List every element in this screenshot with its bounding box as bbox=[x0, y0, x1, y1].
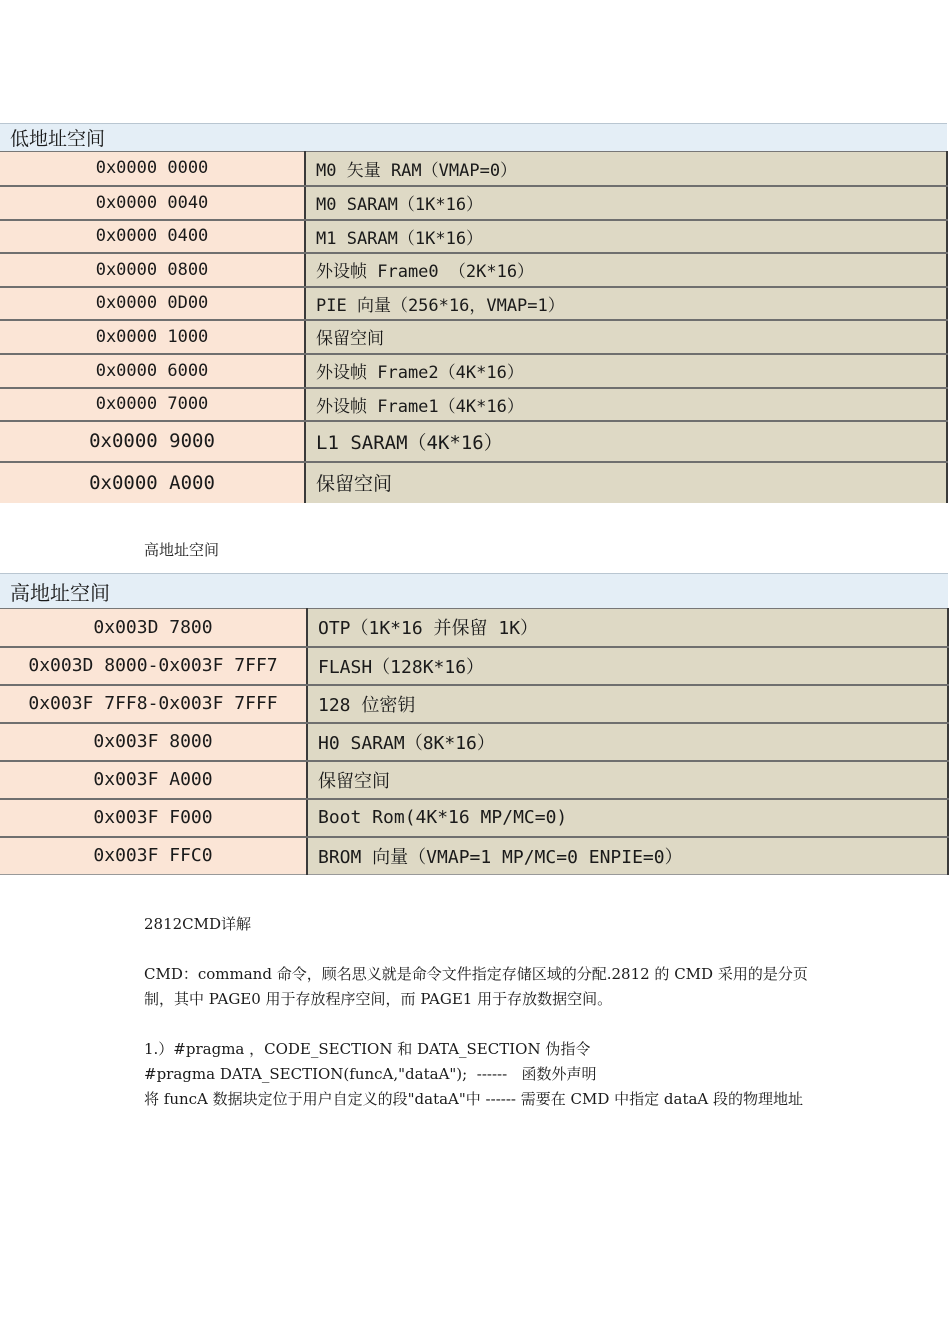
description-cell: 保留空间 bbox=[305, 462, 947, 503]
item1-heading: 1.）#pragma ，CODE_SECTION 和 DATA_SECTION 伪指令 bbox=[144, 1040, 591, 1058]
address-cell: 0x003F F000 bbox=[0, 799, 307, 837]
description-cell: M0 矢量 RAM（VMAP=0） bbox=[305, 152, 947, 186]
description-cell: FLASH（128K*16） bbox=[307, 647, 948, 685]
table-row bbox=[0, 761, 948, 799]
table-row bbox=[0, 799, 948, 837]
table-row bbox=[0, 685, 948, 723]
table-row bbox=[0, 609, 948, 647]
address-cell: 0x003D 7800 bbox=[0, 609, 307, 647]
address-cell: 0x0000 6000 bbox=[0, 354, 305, 388]
intro-paragraph: CMD：command 命令，顾名思义就是命令文件指定存储区域的分配.2812 的 CMD 采用的是分页制，其中 PAGE0 用于存放程序空间，而 PAGE1 用于存放数据空间。 bbox=[144, 965, 808, 1008]
table-row bbox=[0, 837, 948, 875]
address-cell: 0x0000 0400 bbox=[0, 220, 305, 253]
description-cell: 外设帧 Frame0 （2K*16） bbox=[305, 253, 947, 287]
description-cell: 外设帧 Frame2（4K*16） bbox=[305, 354, 947, 388]
description-cell: BROM 向量（VMAP=1 MP/MC=0 ENPIE=0） bbox=[307, 837, 948, 875]
section-title: 2812CMD详解 bbox=[144, 915, 252, 933]
description-cell: 外设帧 Frame1（4K*16） bbox=[305, 388, 947, 421]
address-cell: 0x0000 A000 bbox=[0, 462, 305, 503]
table-row bbox=[0, 462, 947, 503]
description-cell: 128 位密钥 bbox=[307, 685, 948, 723]
address-cell: 0x003F A000 bbox=[0, 761, 307, 799]
address-cell: 0x003F 8000 bbox=[0, 723, 307, 761]
description-cell: 保留空间 bbox=[305, 320, 947, 354]
high-address-label: 高地址空间 bbox=[144, 541, 220, 559]
description-cell: H0 SARAM（8K*16） bbox=[307, 723, 948, 761]
table-row bbox=[0, 186, 947, 220]
item1-code-line: #pragma DATA_SECTION(funcA,"dataA"); ------ 函数外声明 bbox=[144, 1065, 597, 1083]
description-cell: 保留空间 bbox=[307, 761, 948, 799]
table-row bbox=[0, 421, 947, 462]
address-cell: 0x0000 0040 bbox=[0, 186, 305, 220]
address-cell: 0x0000 1000 bbox=[0, 320, 305, 354]
description-cell: L1 SARAM（4K*16） bbox=[305, 421, 947, 462]
description-cell: M1 SARAM（1K*16） bbox=[305, 220, 947, 253]
high-table-header: 高地址空间 bbox=[0, 574, 948, 609]
high-address-table bbox=[0, 573, 949, 875]
table-row bbox=[0, 220, 947, 253]
item1-description: 将 funcA 数据块定位于用户自定义的段"dataA"中 ------ 需要在 CMD 中指定 dataA 段的物理地址 bbox=[144, 1090, 804, 1108]
address-cell: 0x0000 0D00 bbox=[0, 287, 305, 320]
description-cell: Boot Rom(4K*16 MP/MC=0) bbox=[307, 799, 948, 837]
description-cell: M0 SARAM（1K*16） bbox=[305, 186, 947, 220]
table-row bbox=[0, 647, 948, 685]
table-row bbox=[0, 354, 947, 388]
table-row bbox=[0, 287, 947, 320]
table-row bbox=[0, 152, 947, 186]
address-cell: 0x0000 7000 bbox=[0, 388, 305, 421]
address-cell: 0x003F FFC0 bbox=[0, 837, 307, 875]
address-cell: 0x0000 9000 bbox=[0, 421, 305, 462]
address-cell: 0x003F 7FF8-0x003F 7FFF bbox=[0, 685, 307, 723]
table-row bbox=[0, 253, 947, 287]
table-row bbox=[0, 723, 948, 761]
table-row bbox=[0, 388, 947, 421]
low-address-table bbox=[0, 123, 948, 503]
address-cell: 0x0000 0000 bbox=[0, 152, 305, 186]
table-row bbox=[0, 320, 947, 354]
address-cell: 0x0000 0800 bbox=[0, 253, 305, 287]
description-cell: PIE 向量（256*16，VMAP=1） bbox=[305, 287, 947, 320]
address-cell: 0x003D 8000-0x003F 7FF7 bbox=[0, 647, 307, 685]
description-cell: OTP（1K*16 并保留 1K） bbox=[307, 609, 948, 647]
low-table-header: 低地址空间 bbox=[0, 124, 947, 152]
